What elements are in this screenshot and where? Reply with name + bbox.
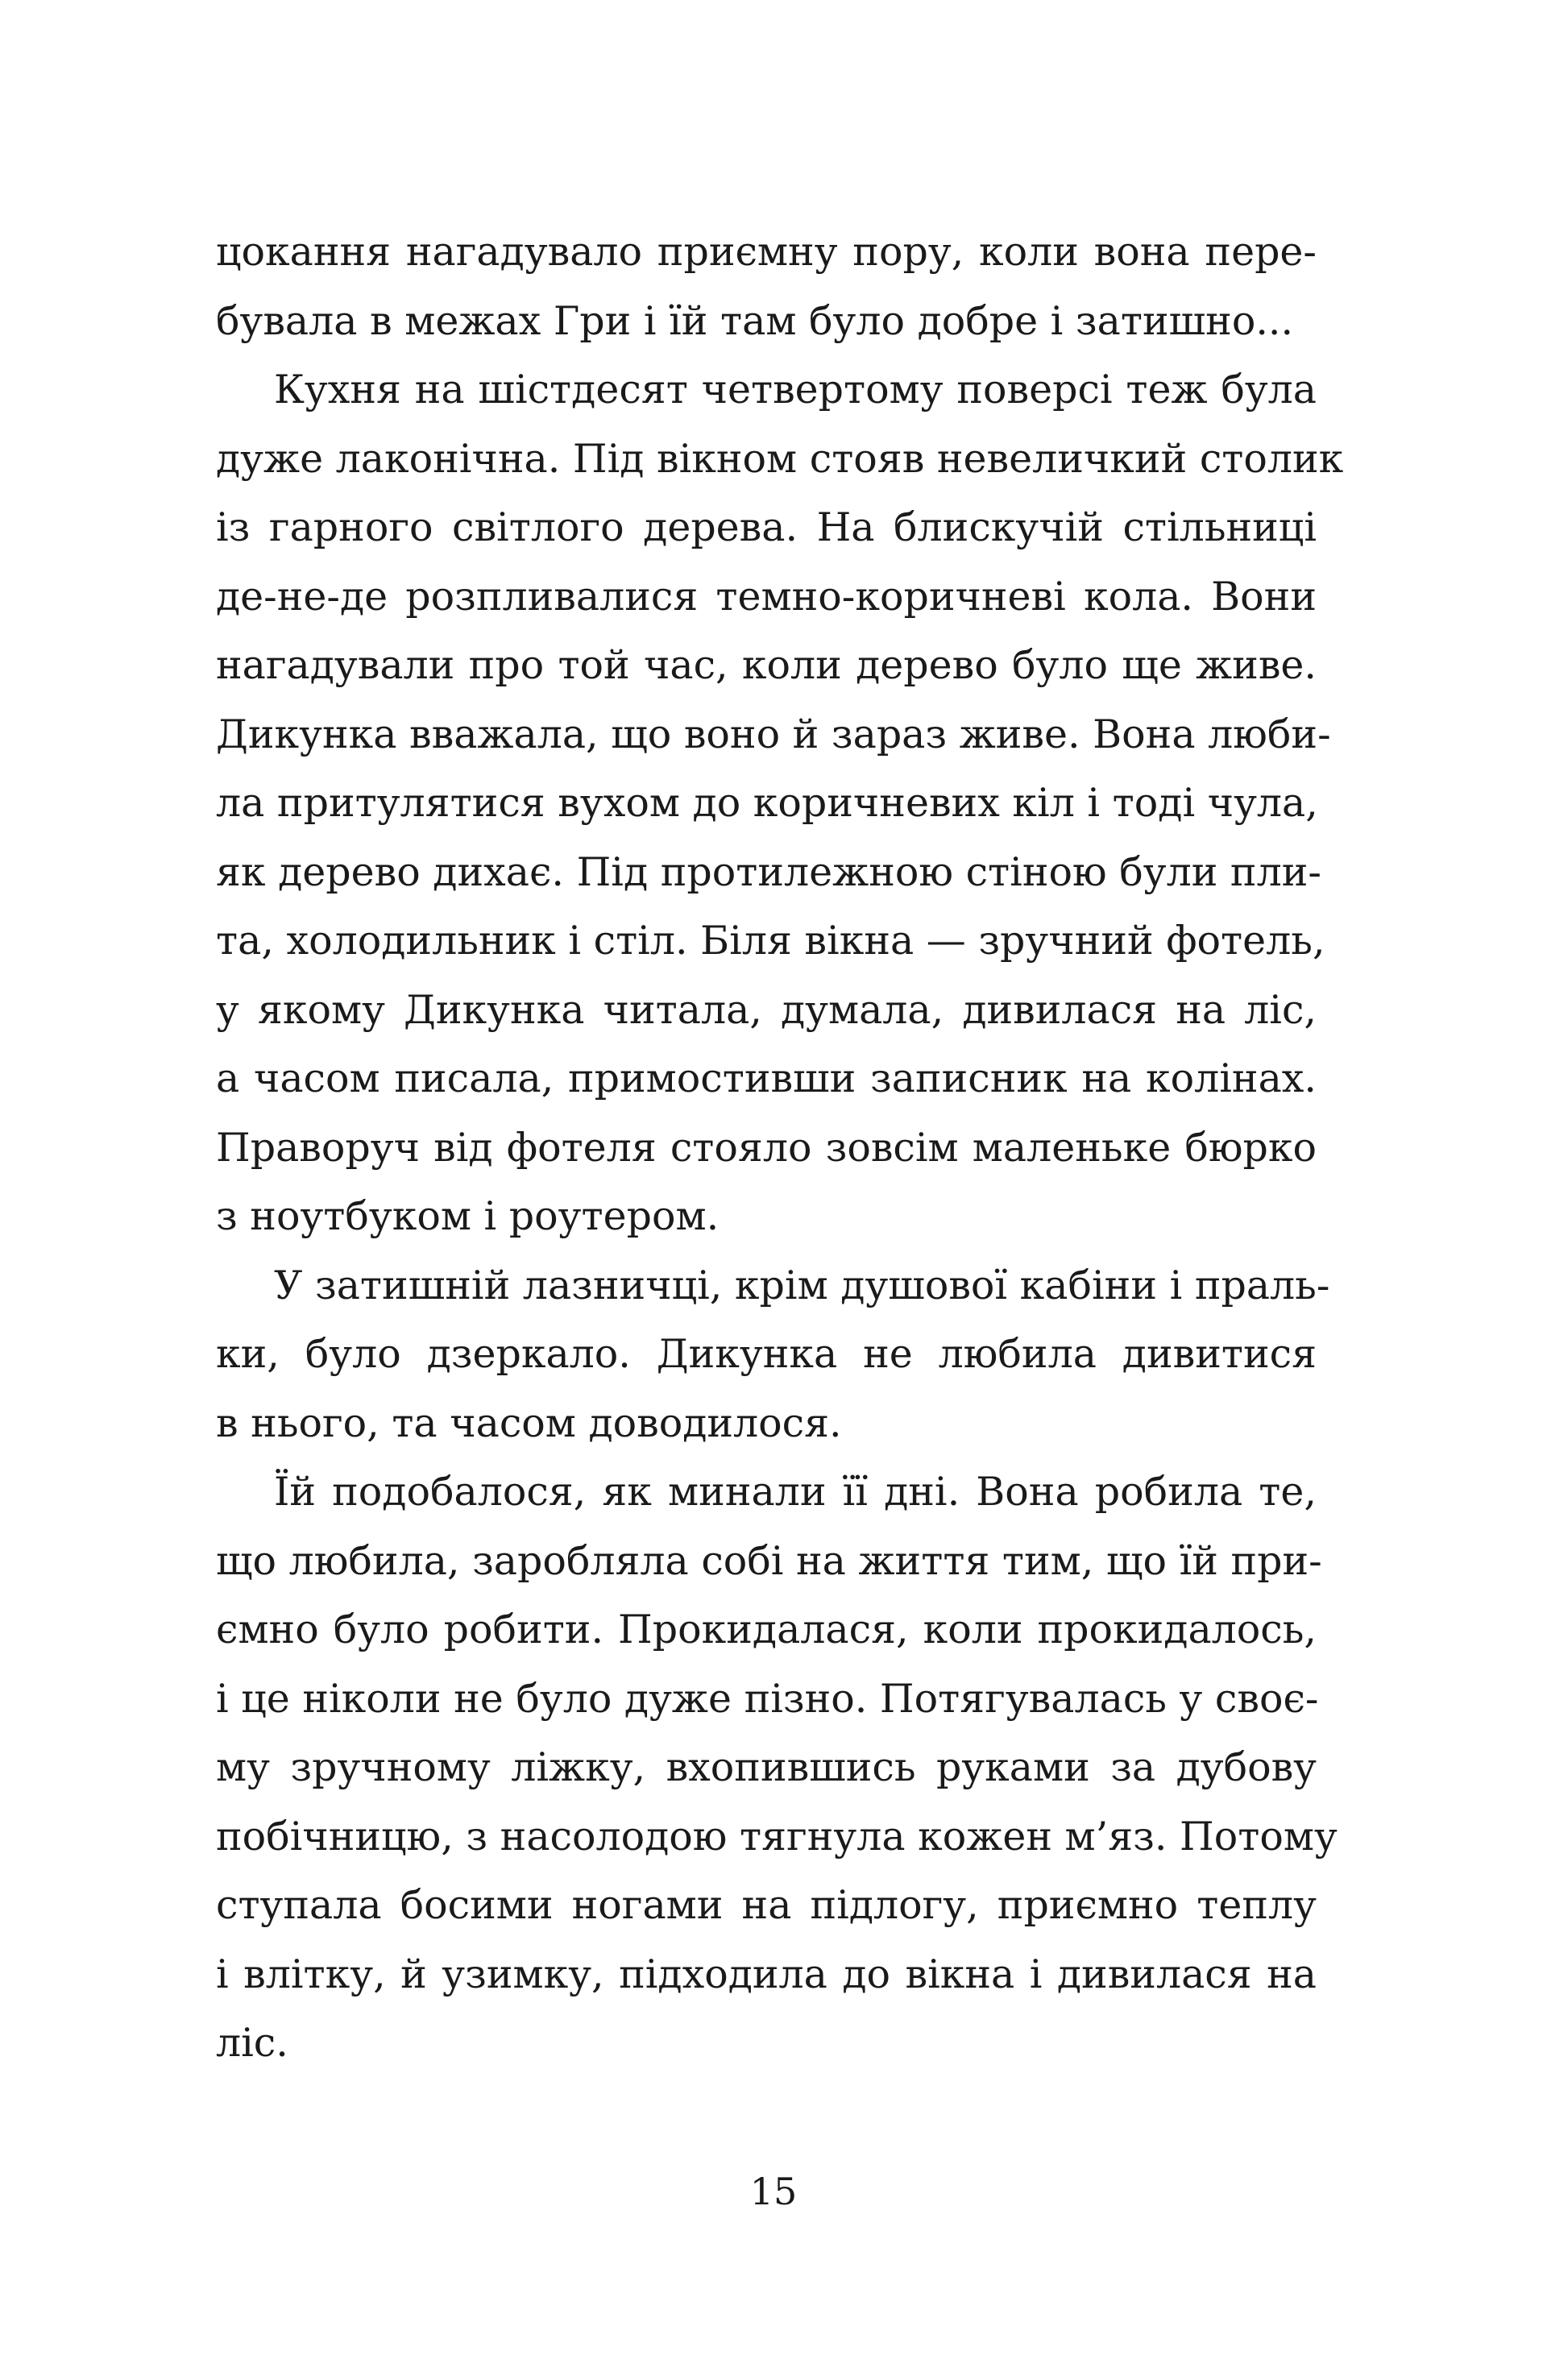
paragraph-2 xyxy=(216,355,1344,1251)
text-line: Дикунка вважала, що воно й зараз живе. Вона люби- xyxy=(216,711,1331,757)
text-line: ла притулятися вухом до коричневих кіл і тоді чула, xyxy=(216,780,1318,826)
text-line: а часом писала, примостивши записник на колінах. xyxy=(216,1055,1317,1101)
text-line: ліс. xyxy=(216,2020,288,2066)
text-line: в нього, та часом доводилося. xyxy=(216,1399,842,1446)
text-line: з ноутбуком і роутером. xyxy=(216,1193,720,1239)
text-line: із гарного світлого дерева. На блискучій стільниці xyxy=(216,504,1317,550)
text-line: і влітку, й узимку, підходила до вікна і дивилася на xyxy=(216,1951,1317,1997)
text-line: бувала в межах Гри і їй там було добре і затишно... xyxy=(216,297,1294,344)
text-line: як дерево дихає. Під протилежною стіною були пли- xyxy=(216,848,1321,895)
text-line: ки, було дзеркало. Дикунка не любила дивитися xyxy=(216,1331,1317,1377)
body-text xyxy=(216,218,1344,2078)
text-line: побічницю, з насолодою тягнула кожен м’яз. Потому xyxy=(216,1813,1338,1860)
text-line: Кухня на шістдесят четвертому поверсі теж була xyxy=(274,367,1317,413)
text-line: цокання нагадувало приємну пору, коли вона пере- xyxy=(216,229,1317,275)
paragraph-4 xyxy=(216,1457,1338,2078)
text-line: де-не-де розпливалися темно-коричневі кола. Вони xyxy=(216,573,1317,620)
paragraph-1 xyxy=(216,218,1317,355)
text-line: нагадували про той час, коли дерево було ще живе. xyxy=(216,642,1317,688)
text-line: дуже лаконічна. Під вікном стояв невеличкий столик xyxy=(216,435,1344,482)
paragraph-3 xyxy=(216,1251,1330,1458)
page-number: 15 xyxy=(749,2170,798,2213)
text-line: та, холодильник і стіл. Біля вікна — зручний фотель, xyxy=(216,918,1325,964)
text-line: Праворуч від фотеля стояло зовсім маленьке бюрко xyxy=(216,1124,1317,1171)
text-line: Їй подобалося, як минали її дні. Вона робила те, xyxy=(274,1469,1317,1515)
text-line: і це ніколи не було дуже пізно. Потягувалась у своє- xyxy=(216,1675,1319,1722)
text-line: ступала босими ногами на підлогу, приємно теплу xyxy=(216,1882,1317,1928)
text-line: У затишній лазничці, крім душової кабіни і праль- xyxy=(274,1262,1330,1308)
text-line: ємно було робити. Прокидалася, коли прокидалось, xyxy=(216,1607,1317,1652)
text-line: що любила, заробляла собі на життя тим, що їй при- xyxy=(216,1537,1322,1584)
text-line: му зручному ліжку, вхопившись руками за дубову xyxy=(216,1744,1317,1790)
text-line: у якому Дикунка читала, думала, дивилася на ліс, xyxy=(216,986,1317,1033)
